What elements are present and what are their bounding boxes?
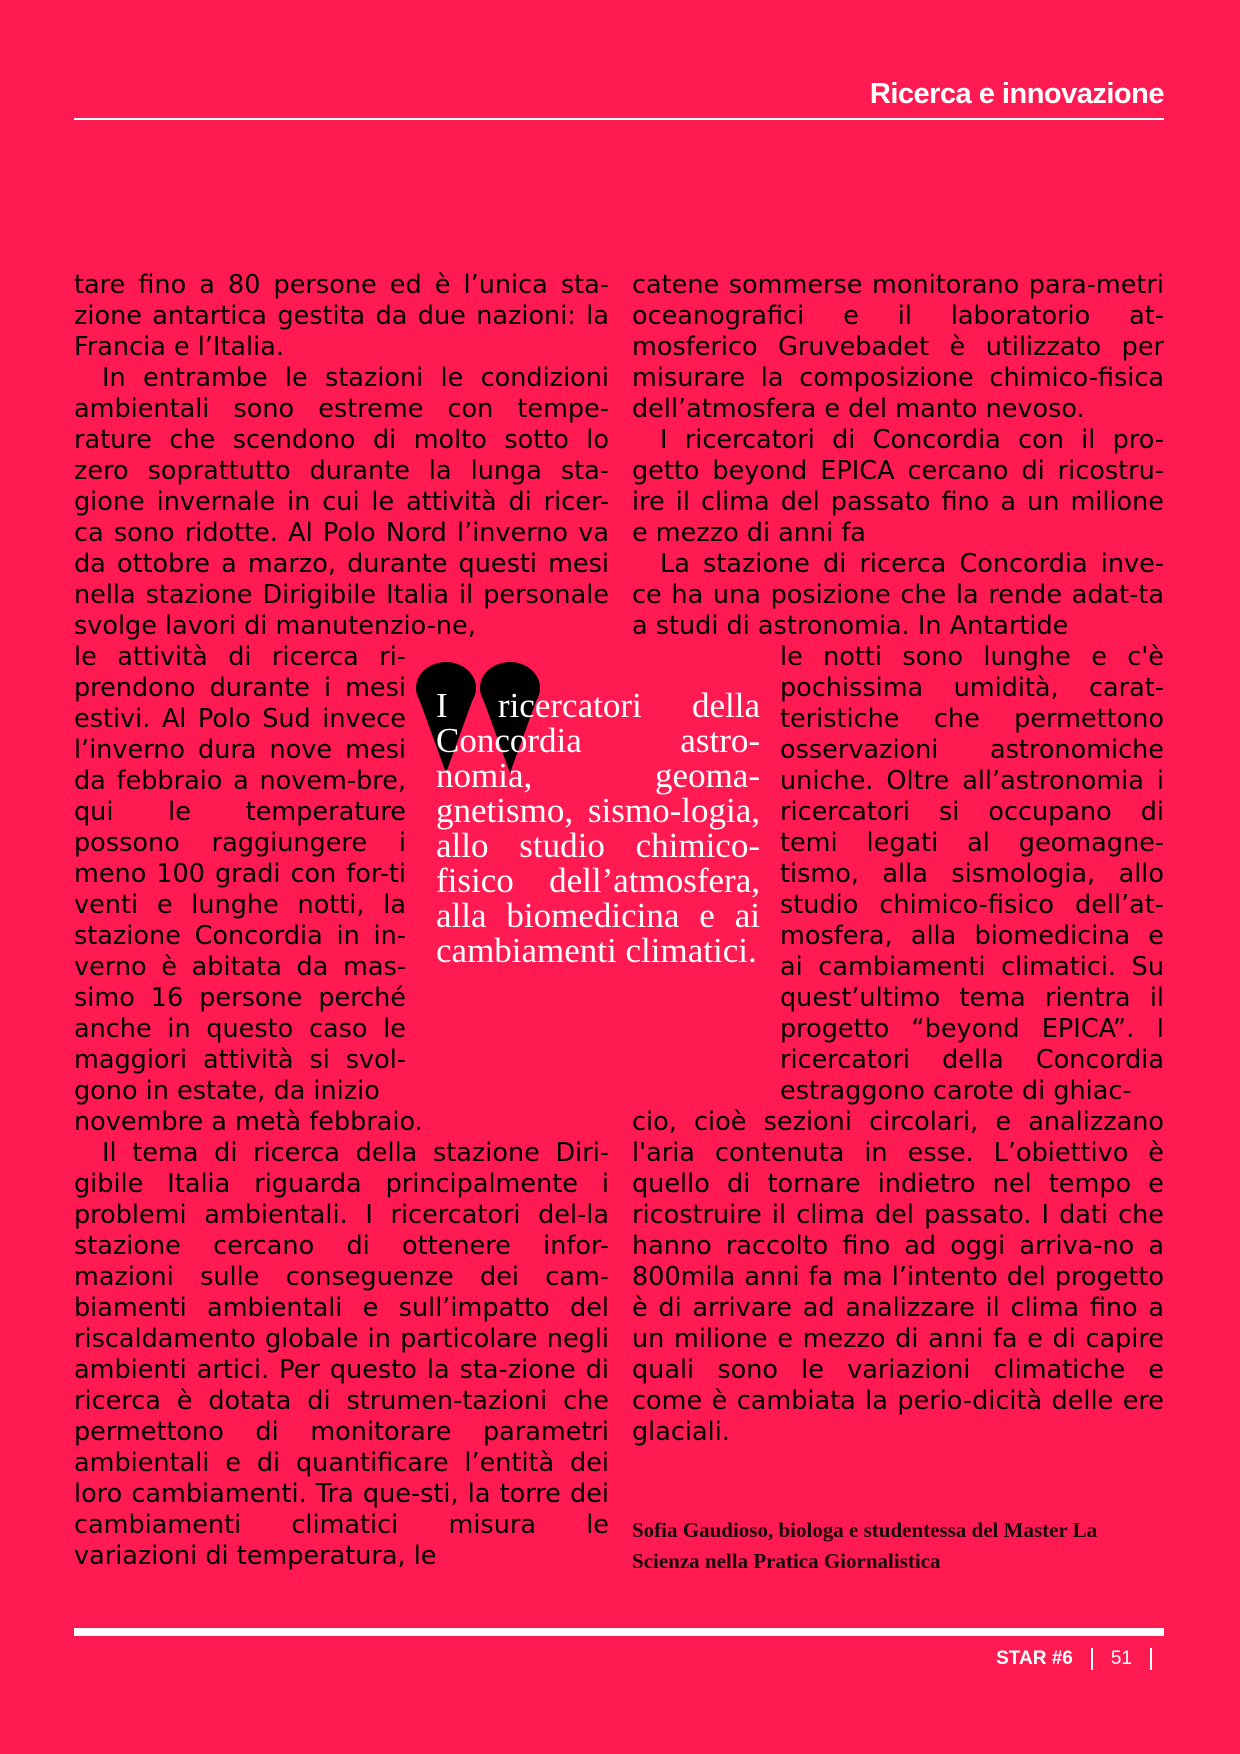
wrapped-text: le attività di ricerca ri-prendono durante i mesi estivi. Al Polo Sud invece l’inverno dura nove mesi da febbraio a novem-bre, qui le temperature possono raggiungere i meno 100 gradi con for-ti venti e lunghe notti, la stazione Concordia in in-verno è abitata da mas-simo 16 persone perché anche in questo caso le maggiori attività si svol-gono in estate, da inizio (74, 642, 406, 1106)
magazine-issue: STAR #6 (996, 1648, 1073, 1669)
paragraph: In entrambe le stazioni le condizioni ambientali sono estreme con tempe-rature che scendono di molto sotto lo zero soprattutto durante la lunga sta-gione invernale in cui le attività di ricer-ca sono ridotte. Al Polo Nord l’inverno va da ottobre a marzo, durante questi mesi nella stazione Dirigibile Italia il personale svolge lavori di manutenzio-ne, (74, 363, 609, 641)
pull-quote-text: I ricercatori della Concordia astro-nomia, geoma-gnetismo, sismo-logia, allo studio chimico-fisico dell’atmosfera, alla biomedicina e ai cambiamenti climatici. (436, 686, 760, 970)
section-title: Ricerca e innovazione (869, 78, 1164, 110)
paragraph: La stazione di ricerca Concordia inve-ce ha una posizione che la rende adat-ta a studi di astronomia. In Antartide (632, 549, 1164, 641)
bottom-divider (74, 1628, 1164, 1636)
paragraph: I ricercatori di Concordia con il pro-getto beyond EPICA cercano di ricostru-ire il clima del passato fino a un milione e mezzo di anni fa (632, 425, 1164, 548)
page-number: 51 (1110, 1648, 1132, 1669)
paragraph: cio, cioè sezioni circolari, e analizzano l'aria contenuta in esse. L’obiettivo è quello di tornare indietro nel tempo e ricostruire il clima del passato. I dati che hanno raccolto fino ad oggi arriva-no a 800mila anni fa ma l’intento del progetto è di arrivare ad analizzare il clima fino a un milione e mezzo di anni fa e di capire quali sono le variazioni climatiche e come è cambiata la perio-dicità delle ere glaciali. (632, 1107, 1164, 1447)
footer-separator (1150, 1648, 1152, 1670)
author-byline: Sofia Gaudioso, biologa e studentessa del Master La Scienza nella Pratica Giornalistica (632, 1518, 1098, 1573)
top-divider (74, 118, 1164, 120)
wrapped-text: le notti sono lunghe e c'è pochissima umidità, carat-teristiche che permettono osservazioni astronomiche uniche. Oltre all’astronomia i ricercatori si occupano di temi legati al geomagne-tismo, alla sismologia, allo studio chimico-fisico dell’at-mosfera, alla biomedicina e ai cambiamenti climatici. Su quest’ultimo tema rientra il progetto “beyond EPICA”. I ricercatori della Concordia estraggono carote di ghiac- (780, 642, 1164, 1106)
pull-quote (410, 658, 760, 1058)
paragraph: tare fino a 80 persone ed è l’unica sta-zione antartica gestita da due nazioni: la Francia e l’Italia. (74, 270, 609, 362)
page-footer (996, 1648, 1170, 1670)
footer-separator (1091, 1648, 1093, 1670)
paragraph: novembre a metà febbraio. (74, 1107, 423, 1137)
paragraph: Il tema di ricerca della stazione Diri-gibile Italia riguarda principalmente i problemi ambientali. I ricercatori del-la stazione cercano di ottenere infor-mazioni sulle conseguenze dei cam-biamenti ambientali e sull’impatto del riscaldamento globale in particolare negli ambienti artici. Per questo la sta-zione di ricerca è dotata di strumen-tazioni che permettono di monitorare parametri ambientali e di quantificare l’entità dei loro cambiamenti. Tra que-sti, la torre dei cambiamenti climatici misura le variazioni di temperatura, le (74, 1138, 609, 1571)
paragraph: catene sommerse monitorano para-metri oceanografici e il laboratorio at-mosferico Gruvebadet è utilizzato per misurare la composizione chimico-fisica dell’atmosfera e del manto nevoso. (632, 270, 1164, 424)
